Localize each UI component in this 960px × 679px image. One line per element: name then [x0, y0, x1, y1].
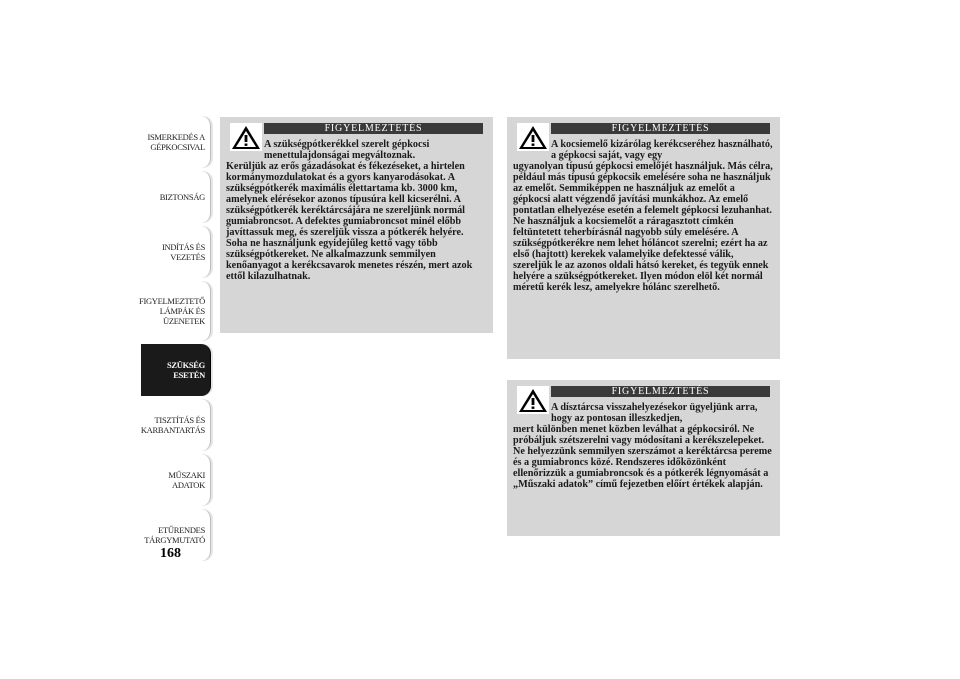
- tab-label: FIGYELMEZTETŐ LÁMPÁK ÉS ÜZENETEK: [139, 296, 205, 326]
- tab-emergency[interactable]: [141, 344, 211, 396]
- warning-lead: A szükségpótkerékkel szerelt gépkocsi menettulajdonságai megváltoznak.: [264, 139, 430, 161]
- warning-body: Kerüljük az erős gázadásokat és fékezéseket, a hirtelen kormánymozdulatokat és a gyors kanyarodásokat. A szükségpótkerék maximális élettartama kb. 3000 km, amelynek elérésekor azonos típusúra kell kicserélni. A szükségpótkerék keréktárcsájára ne szereljünk normál gumiabroncsot. A defektes gumiabroncsot minél előbb javíttassuk meg, és szereljük vissza a pótkerék helyére. Soha ne használjunk egyidejűleg kettő vagy több szükségpótkereket. Ne alkalmazzunk semmilyen kenőanyagot a kerékcsavarok menetes részén, mert azok ettől kilazulhatnak.: [226, 161, 473, 282]
- warning-lead: A dísztárcsa visszahelyezésekor ügyeljünk arra, hogy az pontosan illeszkedjen,: [551, 402, 758, 424]
- warning-title: FIGYELMEZTETÉS: [551, 123, 770, 134]
- warning-title: FIGYELMEZTETÉS: [551, 386, 770, 397]
- tab-starting-driving[interactable]: [141, 226, 211, 278]
- tab-label: MŰSZAKI ADATOK: [168, 470, 205, 490]
- tab-warning-lights[interactable]: [141, 281, 211, 341]
- tab-label: ISMERKEDÉS A GÉPKOCSIVAL: [147, 132, 205, 152]
- warning-triangle-icon: [517, 386, 549, 414]
- warning-box-spare-wheel: [220, 117, 493, 333]
- warning-lead: A kocsiemelő kizárólag kerékcseréhez használható, a gépkocsi saját, vagy egy: [551, 139, 773, 161]
- tab-label: ETŰRENDES TÁRGYMUTATÓ: [144, 525, 205, 545]
- warning-body: ugyanolyan típusú gépkocsi emelőjét használjuk. Más célra, például más típusú gépkocsik emelésére soha ne használjuk az emelőt. Semmiképpen ne használjuk az emelőt a gépkocsi alatt végzendő javítási munkákhoz. Az emelő pontatlan elhelyezése esetén a felemelt gépkocsi lezuhanhat. Ne használjuk a kocsiemelőt a ráragasztott címkén feltüntetett teherbírásnál nagyobb súly emelésére. A szükségpótkerékre nem lehet hóláncot szerelni; ezért ha az első (hajtott) kerekek valamelyike defektessé válik, szereljük le az azonos oldali hátsó kereket, és tegyük ennek helyére a szükségpótkereket. Ilyen módon elöl két normál méretű kerék lesz, amelyekre hólánc szerelhető.: [513, 161, 773, 293]
- tab-safety[interactable]: [141, 171, 211, 223]
- tab-label: TISZTÍTÁS ÉS KARBANTARTÁS: [140, 415, 205, 435]
- warning-header: [226, 121, 487, 135]
- tab-maintenance[interactable]: [141, 399, 211, 451]
- tab-getting-to-know[interactable]: [141, 116, 211, 168]
- page-number: 168: [160, 546, 181, 561]
- tab-label: BIZTONSÁG: [159, 192, 205, 202]
- warning-triangle-icon: [517, 123, 549, 151]
- warning-box-jack: [507, 117, 780, 359]
- warning-box-hubcap: [507, 380, 780, 536]
- warning-triangle-icon: [230, 123, 262, 151]
- tab-technical-data[interactable]: [141, 454, 211, 506]
- chapter-tabs: [141, 116, 211, 564]
- tab-label: SZÜKSÉG ESETÉN: [166, 360, 205, 380]
- warning-body: mert különben menet közben leválhat a gépkocsiról. Ne próbáljuk szétszerelni vagy módosítani a kerékszelepeket. Ne helyezzünk semmilyen szerszámot a keréktárcsa pereme és a gumiabroncs közé. Rendszeres időközönként ellenőrizzük a gumiabroncsok és a pótkerék légnyomását a „Műszaki adatok” című fejezetben előírt értékek alapján.: [513, 424, 772, 490]
- tab-label: INDÍTÁS ÉS VEZETÉS: [161, 242, 205, 262]
- warning-header: [513, 384, 774, 398]
- warning-header: [513, 121, 774, 135]
- warning-title: FIGYELMEZTETÉS: [264, 123, 483, 134]
